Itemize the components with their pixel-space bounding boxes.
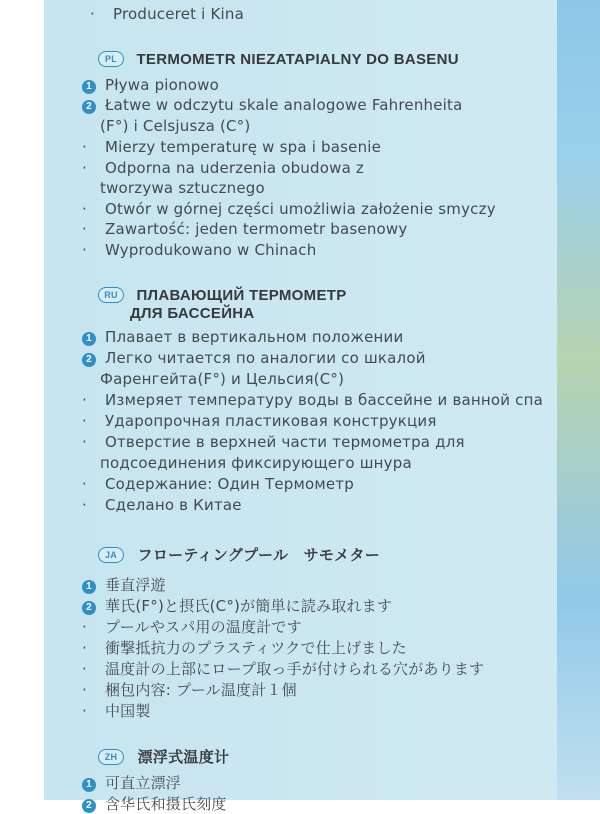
bullet-marker: · xyxy=(82,660,87,678)
japanese-line-5 xyxy=(82,658,484,679)
japanese-line-3-text: プールやスパ用の温度計です xyxy=(104,618,302,636)
bullet-marker: · xyxy=(82,241,87,259)
russian-line-4 xyxy=(82,391,543,409)
number-one-icon: 1 xyxy=(82,80,96,94)
bullet-marker: · xyxy=(82,618,87,636)
number-two-icon: 2 xyxy=(82,353,96,367)
chinese-language-badge: ZH xyxy=(98,749,124,765)
chinese-title: 漂浮式温度计 xyxy=(137,748,230,766)
top-made-in-line xyxy=(90,5,244,23)
russian-line-9-text: Сделано в Китае xyxy=(104,496,242,514)
number-two-icon: 2 xyxy=(82,799,96,813)
product-image-edge xyxy=(557,0,600,800)
bullet-marker: · xyxy=(90,5,95,23)
russian-line-2 xyxy=(82,349,426,367)
polish-language-badge: PL xyxy=(98,51,124,67)
russian-title-line-2: ДЛЯ БАССЕЙНА xyxy=(130,305,255,322)
russian-line-6-text: Отверстие в верхней части термометра для xyxy=(104,433,465,451)
bullet-marker: · xyxy=(82,475,87,493)
number-two-icon: 2 xyxy=(82,100,96,114)
russian-line-8-text: Содержание: Один Термометр xyxy=(104,475,354,493)
russian-line-1-text: Плавает в вертикальном положении xyxy=(104,328,404,346)
bullet-marker: · xyxy=(82,639,87,657)
polish-line-8 xyxy=(82,220,407,238)
russian-language-badge: RU xyxy=(98,287,124,303)
chinese-line-2 xyxy=(82,793,227,814)
japanese-line-1-text: 垂直浮遊 xyxy=(104,576,166,594)
bullet-marker: · xyxy=(82,433,87,451)
chinese-line-1-text: 可直立漂浮 xyxy=(104,774,181,792)
japanese-line-3 xyxy=(82,616,302,637)
japanese-line-6-text: 梱包内容: プール温度計１個 xyxy=(104,681,297,699)
russian-line-7-text: подсоединения фиксирующего шнура xyxy=(100,454,412,472)
polish-line-7-text: Otwór w górnej części umożliwia założenie smyczy xyxy=(104,200,496,218)
japanese-section-heading xyxy=(98,544,380,565)
russian-line-7 xyxy=(100,454,412,472)
russian-line-8 xyxy=(82,475,354,493)
russian-line-5-text: Ударопрочная пластиковая конструкция xyxy=(104,412,437,430)
polish-line-3 xyxy=(100,117,250,135)
chinese-section-heading xyxy=(98,746,229,767)
japanese-line-7 xyxy=(82,700,151,721)
polish-line-1 xyxy=(82,76,219,94)
bullet-marker: · xyxy=(82,138,87,156)
japanese-line-5-text: 温度計の上部にロープ取っ手が付けられる穴があります xyxy=(104,660,485,678)
russian-line-3-text: Фаренгейта(F°) и Цельсия(C°) xyxy=(100,370,345,388)
russian-line-2-text: Легко читается по аналогии со шкалой xyxy=(104,349,426,367)
polish-line-9 xyxy=(82,241,316,259)
bullet-marker: · xyxy=(82,496,87,514)
polish-line-9-text: Wyprodukowano w Chinach xyxy=(104,241,317,259)
polish-line-4 xyxy=(82,138,381,156)
polish-line-6-text: tworzywa sztucznego xyxy=(100,179,265,197)
bullet-marker: · xyxy=(82,412,87,430)
chinese-line-1 xyxy=(82,772,181,793)
chinese-line-2-text: 含华氏和摄氏刻度 xyxy=(104,795,227,813)
russian-line-1 xyxy=(82,328,403,346)
russian-section-heading-line-1 xyxy=(98,287,347,304)
polish-section-heading xyxy=(98,51,459,68)
polish-line-5-text: Odporna na uderzenia obudowa z xyxy=(104,159,364,177)
russian-title-line-1: ПЛАВАЮЩИЙ ТЕРМОМЕТР xyxy=(136,287,347,304)
number-one-icon: 1 xyxy=(82,332,96,346)
polish-line-8-text: Zawartość: jeden termometr basenowy xyxy=(104,220,408,238)
number-two-icon: 2 xyxy=(82,601,96,615)
russian-line-9 xyxy=(82,496,242,514)
number-one-icon: 1 xyxy=(82,580,96,594)
japanese-line-2-text: 華氏(F°)と摂氏(C°)が簡単に読み取れます xyxy=(104,597,393,615)
russian-line-4-text: Измеряет температуру воды в бассейне и ванной спа xyxy=(104,391,544,409)
russian-line-3 xyxy=(100,370,344,388)
polish-line-2 xyxy=(82,96,463,114)
japanese-language-badge: JA xyxy=(98,547,124,563)
polish-line-7 xyxy=(82,200,496,218)
japanese-line-1 xyxy=(82,574,166,595)
top-made-in-text: Produceret i Kina xyxy=(112,5,245,23)
bullet-marker: · xyxy=(82,702,87,720)
bullet-marker: · xyxy=(82,220,87,238)
bullet-marker: · xyxy=(82,200,87,218)
bullet-marker: · xyxy=(82,159,87,177)
japanese-line-4 xyxy=(82,637,407,658)
japanese-line-7-text: 中国製 xyxy=(104,702,151,720)
polish-line-5 xyxy=(82,159,364,177)
japanese-title: フローティングプール サモメター xyxy=(137,546,381,564)
polish-line-6 xyxy=(100,179,265,197)
russian-line-6 xyxy=(82,433,465,451)
japanese-line-4-text: 衝撃抵抗力のプラスティツクで仕上げました xyxy=(104,639,407,657)
polish-line-4-text: Mierzy temperaturę w spa i basenie xyxy=(104,138,382,156)
polish-line-2-text: Łatwe w odczytu skale analogowe Fahrenheita xyxy=(104,96,463,114)
russian-line-5 xyxy=(82,412,437,430)
bullet-marker: · xyxy=(82,681,87,699)
japanese-line-2 xyxy=(82,595,392,616)
polish-line-3-text: (F°) i Celsjusza (C°) xyxy=(100,117,251,135)
number-one-icon: 1 xyxy=(82,778,96,792)
japanese-line-6 xyxy=(82,679,297,700)
bullet-marker: · xyxy=(82,391,87,409)
polish-title: TERMOMETR NIEZATAPIALNY DO BASENU xyxy=(136,51,459,68)
russian-section-heading-line-2 xyxy=(130,305,255,322)
polish-line-1-text: Pływa pionowo xyxy=(104,76,219,94)
